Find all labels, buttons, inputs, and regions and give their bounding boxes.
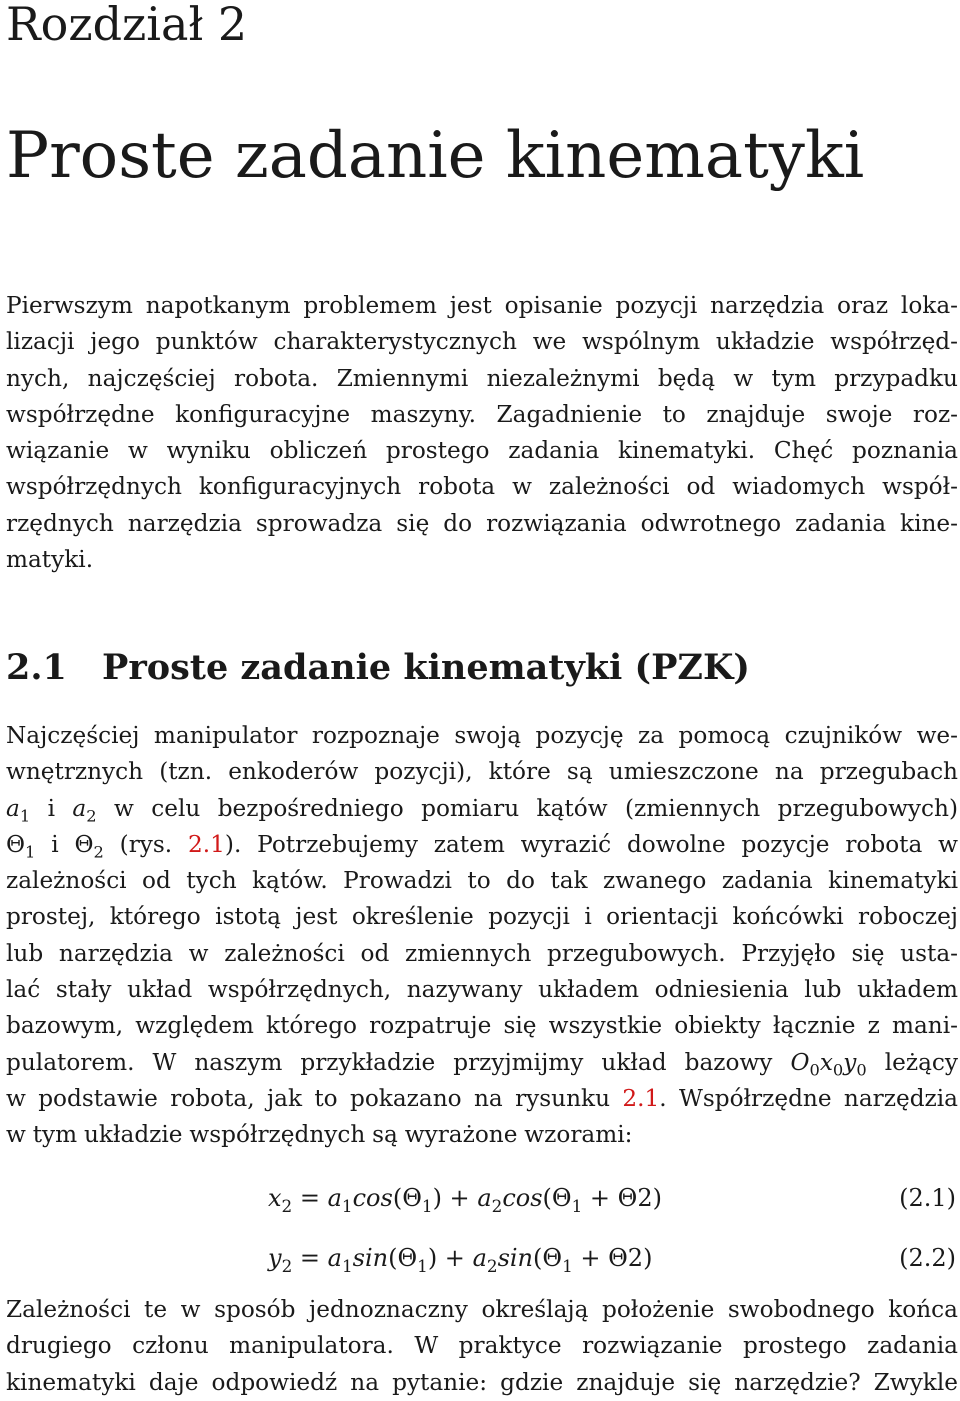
text-line: lać stały układ współrzędnych, nazywany układem odniesienia lub układem — [6, 976, 958, 1004]
math-var: y — [843, 1048, 857, 1076]
text: i — [51, 830, 59, 858]
text-line: lizacji jego punktów charakterystycznych we wspólnym układzie współrzęd- — [6, 328, 958, 356]
closing-paragraph — [6, 1292, 958, 1401]
math-sub: 0 — [856, 1060, 867, 1080]
chapter-title: Proste zadanie kinematyki — [6, 119, 865, 193]
math-var: a — [6, 794, 20, 822]
text: i — [47, 794, 55, 822]
math-var: Θ — [6, 830, 26, 858]
intro-paragraph — [6, 288, 958, 578]
math-sub: 2 — [486, 1255, 498, 1276]
body-paragraph — [6, 718, 958, 1154]
math-op: + Θ2) — [589, 1184, 662, 1212]
math-op: ) + — [432, 1184, 470, 1212]
math-sub: 0 — [832, 1060, 844, 1080]
math-arg: (Θ — [392, 1184, 422, 1212]
math-var: O — [790, 1048, 810, 1076]
math-sub: 1 — [19, 806, 31, 826]
math-var: a — [72, 794, 87, 822]
equation-2-1 — [0, 1178, 956, 1218]
math-arg: (Θ — [533, 1244, 563, 1272]
text-line — [6, 1081, 958, 1117]
math-sub: 1 — [562, 1255, 573, 1276]
text-line: matyki. — [6, 546, 94, 574]
text: w celu bezpośredniego pomiaru kątów (zmiennych przegubowych) — [113, 794, 958, 822]
math-sub: 1 — [421, 1195, 433, 1216]
math-arg: (Θ — [388, 1244, 418, 1272]
equation-number: (2.1) — [899, 1184, 956, 1212]
text-line — [6, 1045, 958, 1081]
text-line: rzędnych narzędzia sprowadza się do rozwiązania odwrotnego zadania kine- — [6, 509, 958, 537]
math-var: Θ — [74, 830, 94, 858]
text-line — [6, 791, 958, 827]
section-number: 2.1 — [6, 647, 67, 688]
text-line: Pierwszym napotkanym problemem jest opisanie pozycji narzędzia oraz loka- — [6, 292, 958, 319]
text: ). Potrzebujemy zatem wyrazić dowolne pozycje robota w — [224, 830, 959, 858]
text: leżący — [884, 1048, 958, 1076]
equation-body: $y_2 = a_1\sin(\Theta_1) + a_2\sin(\Theta_1 + \Theta 2)$ — [268, 1244, 653, 1276]
math-arg: (Θ — [542, 1184, 572, 1212]
text-line: drugiego członu manipulatora. W praktyce rozwiązanie prostego zadania — [6, 1332, 958, 1360]
math-sub: 0 — [809, 1060, 820, 1080]
math-var: a — [477, 1184, 492, 1212]
text: . Współrzędne narzędzia — [659, 1084, 958, 1112]
math-var: y — [268, 1244, 282, 1272]
math-sub: 1 — [341, 1255, 353, 1276]
text-line: kinematyki daje odpowiedź na pytanie: gdzie znajduje się narzędzie? Zwykle — [6, 1368, 958, 1396]
text-line: nych, najczęściej robota. Zmiennymi niezależnymi będą w tym przypadku — [6, 364, 958, 392]
text-line: zależności od tych kątów. Prowadzi to do tak zwanego zadania kinematyki — [6, 867, 958, 895]
math-func: sin — [497, 1244, 534, 1272]
text-line: bazowym, względem którego rozpatruje się wszystkie obiekty łącznie z mani- — [6, 1012, 958, 1040]
text-line: współrzędne konfiguracyjne maszyny. Zagadnienie to znajduje swoje roz- — [6, 400, 958, 428]
section-title: Proste zadanie kinematyki (PZK) — [102, 647, 750, 688]
math-sub: 2 — [93, 842, 104, 862]
text-line: wnętrznych (tzn. enkoderów pozycji), które są umieszczone na przegubach — [6, 758, 958, 786]
equation-body: $x_2 = a_1\cos(\Theta_1) + a_2\cos(\Theta_1 + \Theta 2)$ — [268, 1184, 662, 1216]
section-heading — [6, 645, 750, 691]
text: w podstawie robota, jak to pokazano na rysunku — [6, 1084, 611, 1112]
text-line: w tym układzie współrzędnych są wyrażone wzorami: — [6, 1121, 633, 1149]
math-var: a — [472, 1244, 487, 1272]
math-sub: 1 — [341, 1195, 353, 1216]
text-line — [6, 827, 958, 863]
chapter-label: Rozdział 2 — [6, 0, 248, 51]
math-sub: 2 — [281, 1255, 293, 1276]
math-sub: 2 — [491, 1195, 503, 1216]
figure-reference-link[interactable]: 2.1 — [622, 1084, 660, 1112]
math-sub: 2 — [281, 1195, 293, 1216]
math-sub: 2 — [86, 806, 97, 826]
text-line: Najczęściej manipulator rozpoznaje swoją pozycję za pomocą czujników we- — [6, 722, 958, 749]
text-line: prostej, którego istotą jest określenie pozycji i orientacji końcówki roboczej — [6, 903, 958, 931]
math-var: a — [327, 1184, 342, 1212]
text-line: współrzędnych konfiguracyjnych robota w zależności od wiadomych współ- — [6, 473, 958, 501]
text-line: wiązanie w wyniku obliczeń prostego zadania kinematyki. Chęć poznania — [6, 437, 958, 465]
text: pulatorem. W naszym przykładzie przyjmijmy układ bazowy — [6, 1048, 773, 1076]
text: (rys. — [119, 830, 173, 858]
math-func: cos — [502, 1184, 543, 1212]
figure-reference-link[interactable]: 2.1 — [188, 830, 225, 858]
math-sub: 1 — [571, 1195, 583, 1216]
equation-number: (2.2) — [899, 1244, 956, 1272]
text-line: Zależności te w sposób jednoznaczny określają położenie swobodnego końca — [6, 1296, 958, 1323]
math-op: ) + — [427, 1244, 465, 1272]
math-sub: 1 — [25, 842, 36, 862]
equation-2-2 — [0, 1238, 956, 1278]
text-line: lub narzędzia w zależności od zmiennych przegubowych. Przyjęło się usta- — [6, 939, 958, 967]
math-sub: 1 — [417, 1255, 428, 1276]
math-var: x — [268, 1184, 282, 1212]
math-op: + Θ2) — [580, 1244, 653, 1272]
math-var: a — [327, 1244, 342, 1272]
math-var: x — [819, 1048, 833, 1076]
math-func: sin — [352, 1244, 389, 1272]
math-func: cos — [352, 1184, 393, 1212]
